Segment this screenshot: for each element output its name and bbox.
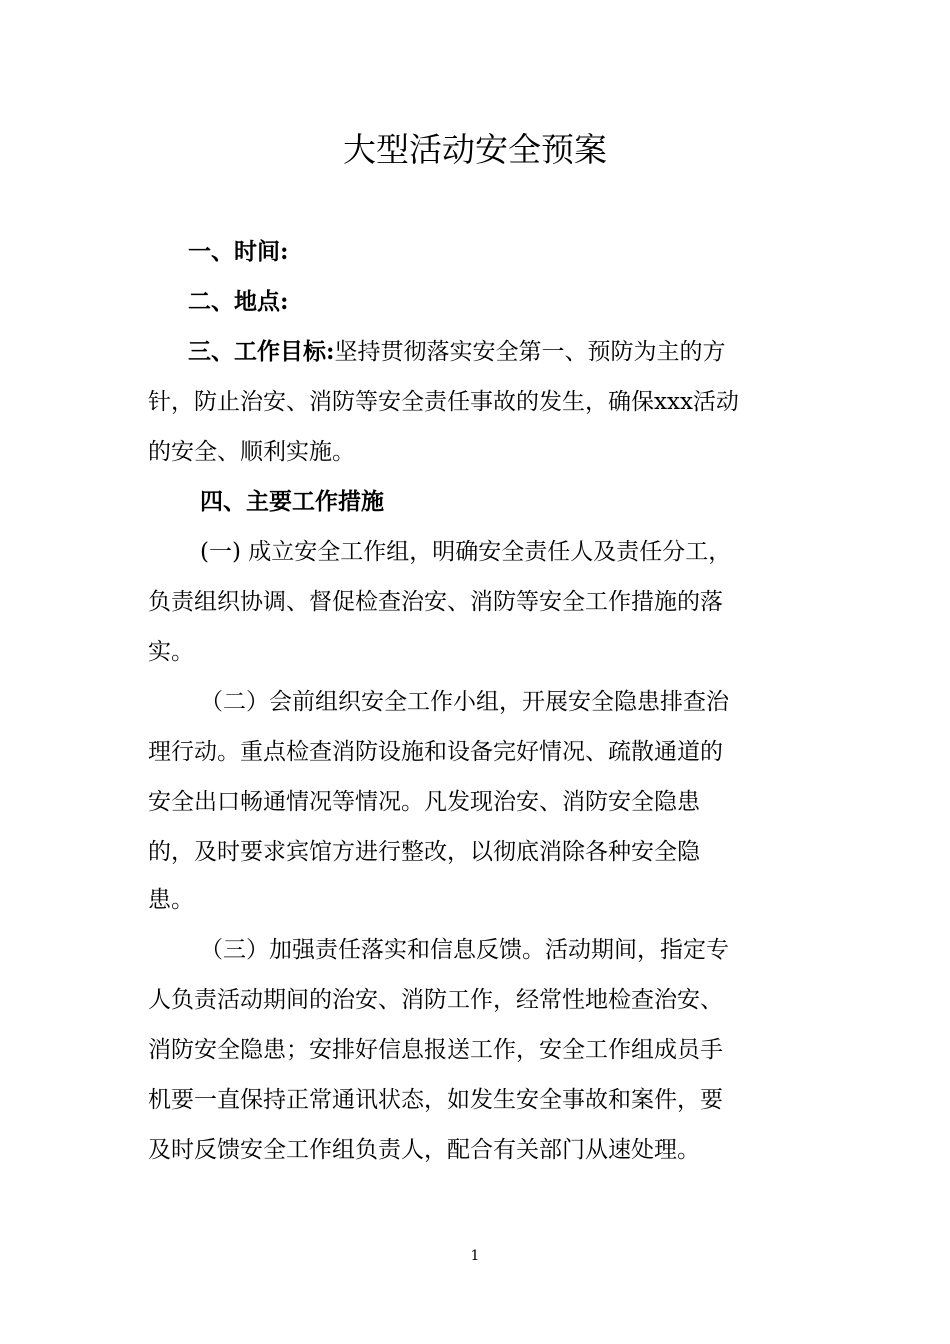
measure-3-line-1: （三）加强责任落实和信息反馈。活动期间，指定专 (200, 937, 729, 963)
section-goal-heading: 三、工作目标: (188, 338, 335, 365)
measure-3-line-4: 机要一直保持正常通讯状态，如发生安全事故和案件，要 (148, 1087, 723, 1113)
section-goal-line-2: 针，防止治安、消防等安全责任事故的发生，确保xxx活动 (148, 389, 739, 415)
measure-2-line-4: 的，及时要求宾馆方进行整改，以彻底消除各种安全隐 (148, 839, 700, 865)
page-number: 1 (470, 1248, 480, 1264)
measure-2-line-3: 安全出口畅通情况等情况。凡发现治安、消防安全隐患 (148, 789, 700, 815)
measure-2-line-5: 患。 (148, 887, 194, 913)
section-goal-line-3: 的安全、顺利实施。 (148, 439, 355, 465)
measure-2-line-1: （二）会前组织安全工作小组，开展安全隐患排查治 (200, 689, 729, 715)
measure-3-line-5: 及时反馈安全工作组负责人，配合有关部门从速处理。 (148, 1137, 700, 1163)
section-measures-heading: 四、主要工作措施 (200, 488, 384, 515)
measure-3-line-2: 人负责活动期间的治安、消防工作，经常性地检查治安、 (148, 987, 723, 1013)
section-goal-text: 坚持贯彻落实安全第一、预防为主的方 (334, 339, 726, 365)
measure-1-line-2: 负责组织协调、督促检查治安、消防等安全工作措施的落 (148, 589, 723, 615)
section-goal-line-1 (188, 337, 726, 367)
document-title: 大型活动安全预案 (343, 130, 607, 169)
measure-3-line-3: 消防安全隐患；安排好信息报送工作，安全工作组成员手 (148, 1037, 723, 1063)
section-location-heading: 二、地点: (188, 288, 289, 315)
measure-1-line-3: 实。 (148, 639, 194, 665)
measure-1-line-1: (一) 成立安全工作组，明确安全责任人及责任分工， (200, 539, 732, 565)
section-time-heading: 一、时间: (188, 238, 289, 265)
measure-2-line-2: 理行动。重点检查消防设施和设备完好情况、疏散通道的 (148, 739, 723, 765)
